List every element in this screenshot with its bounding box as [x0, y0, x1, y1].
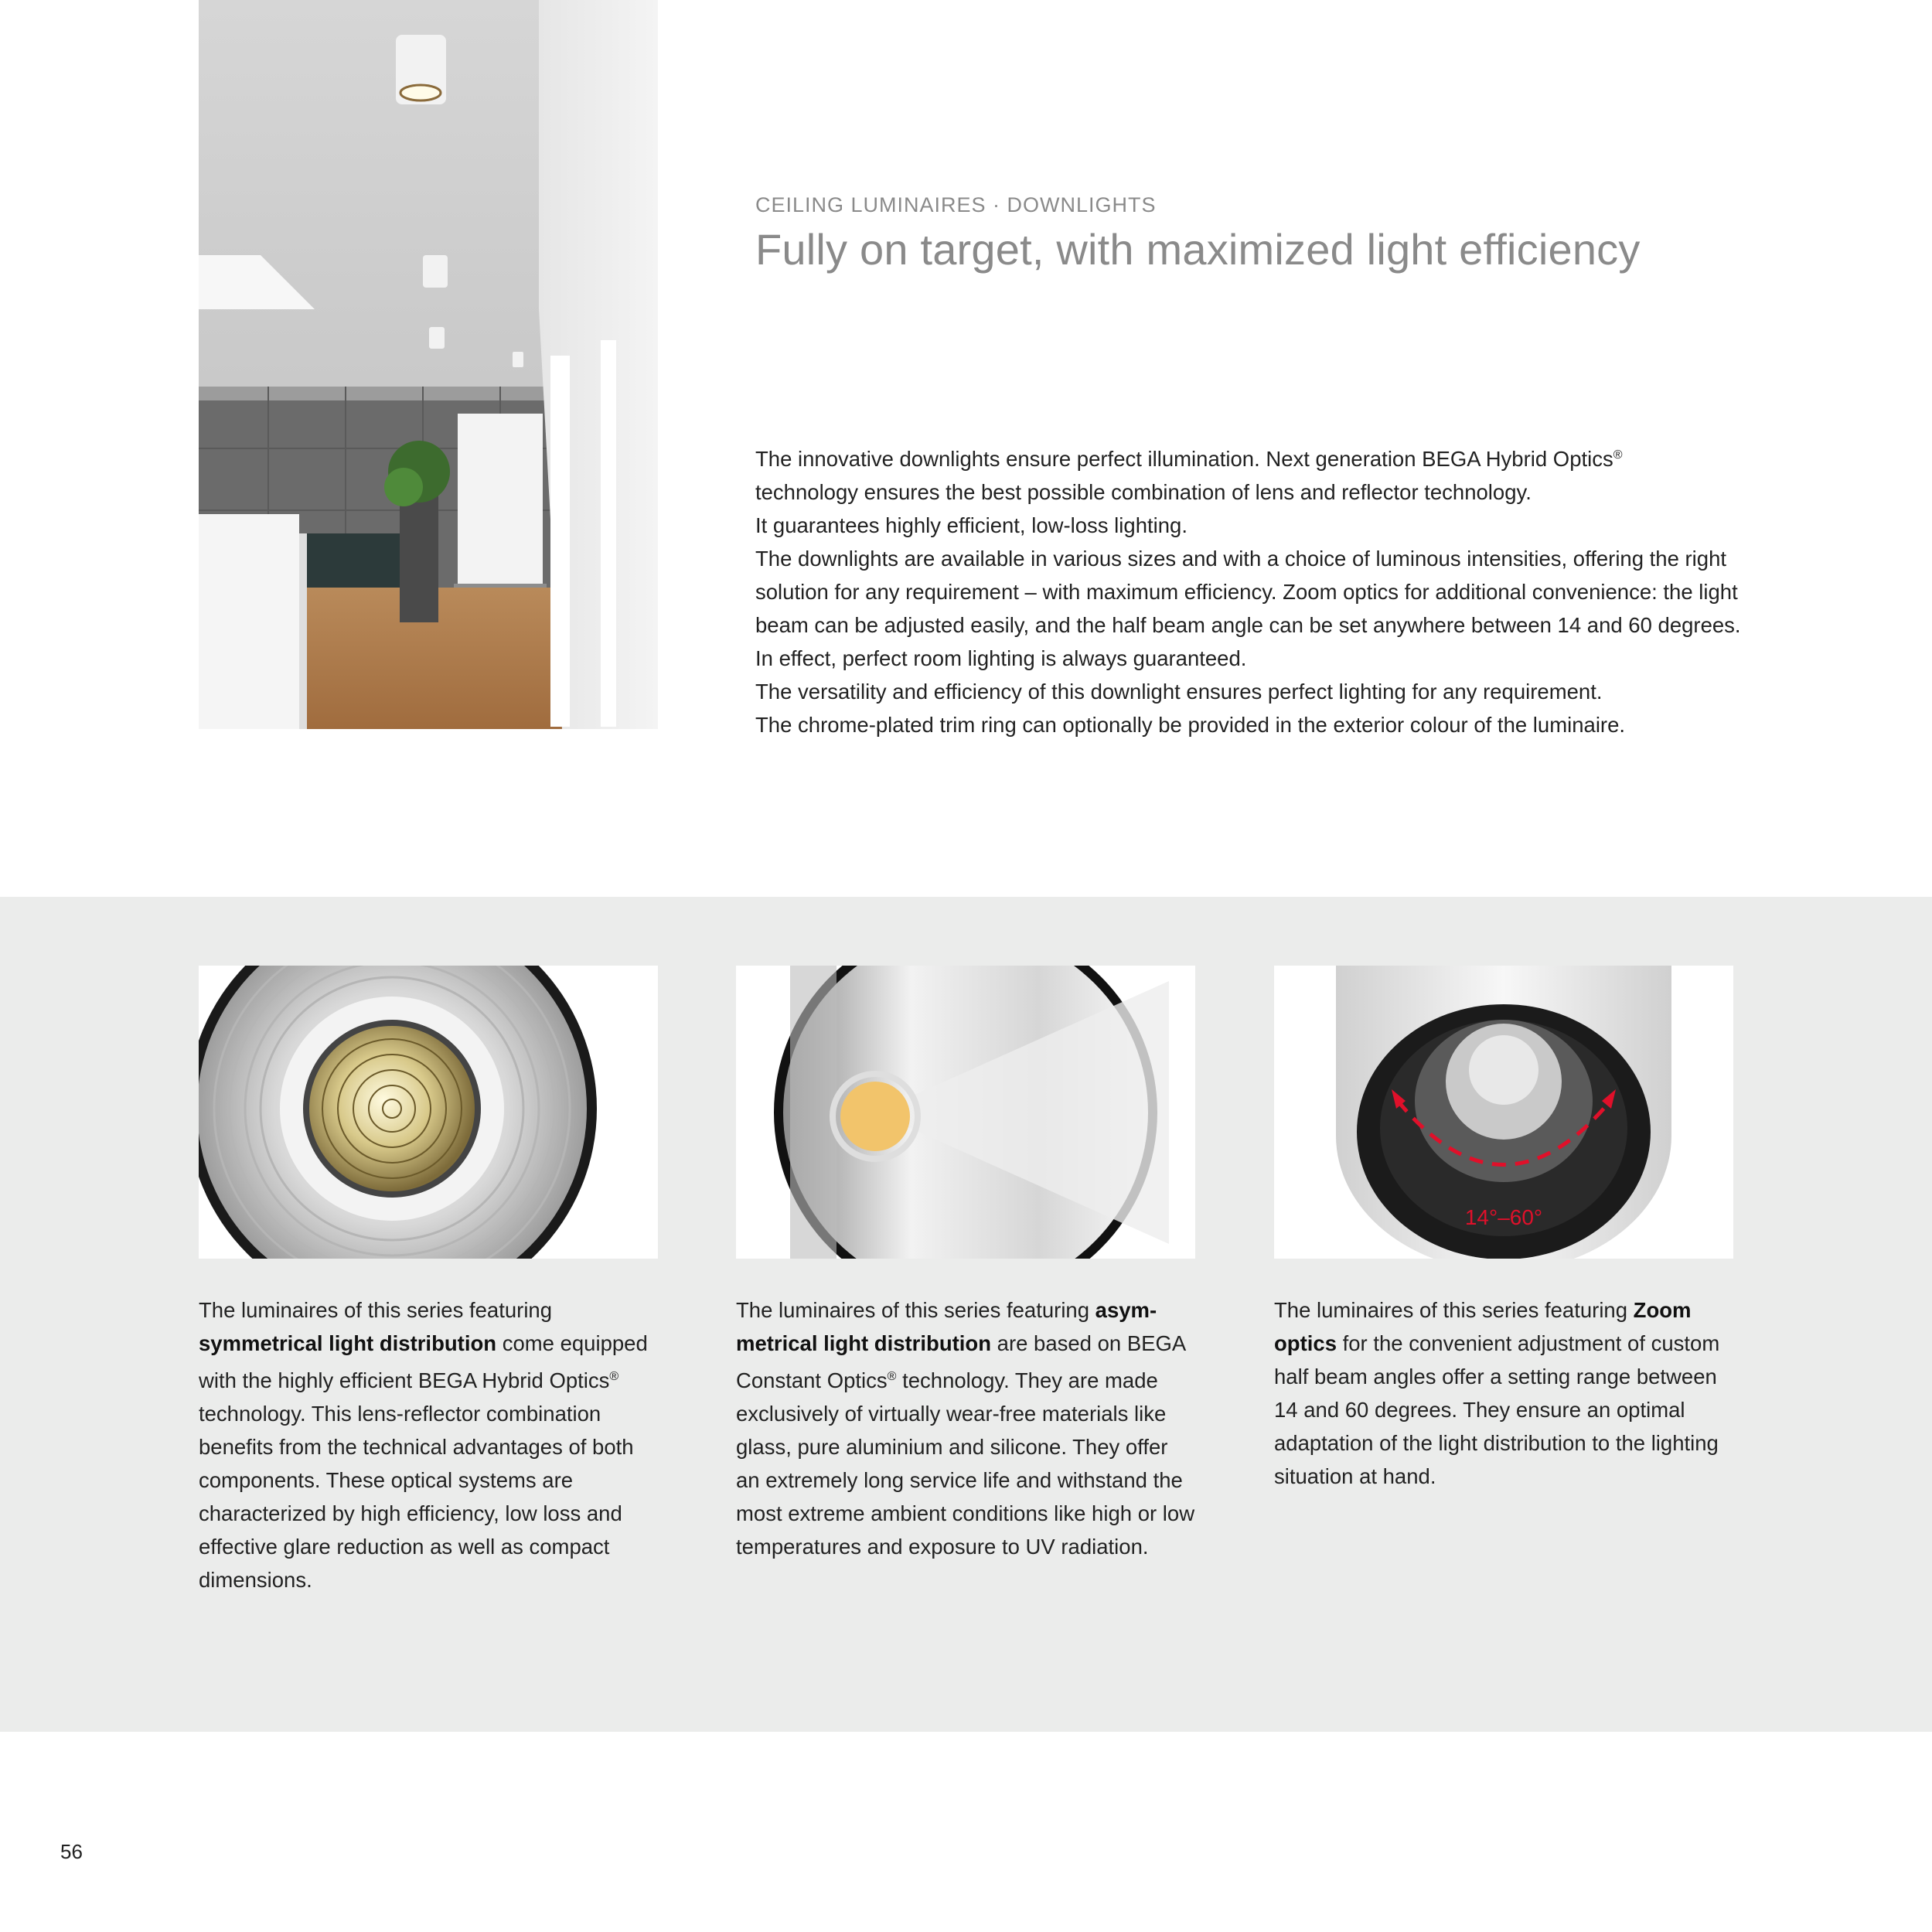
- intro-line: The downlights are available in various sizes and with a choice of luminous intensities, offering the right solution for any requirement – with maximum efficiency. Zoom optics for additional convenience: the light beam can be adjusted easily, and the half beam angle can be set anywhere between 14 and 60 degrees. In effect, perfect room lighting is always guaranteed.: [755, 547, 1741, 671]
- section-kicker: CEILING LUMINAIRES · DOWNLIGHTS: [755, 193, 1157, 216]
- intro-line: It guarantees highly efficient, low-loss lighting.: [755, 513, 1187, 538]
- reflector-lens-illustration: [199, 966, 658, 1259]
- feature-description: The luminaires of this series featuring symmetrical light distribution come equipped with the highly efficient BEGA Hybrid Optics® technology. This lens-reflector combination benefits from the technical advantages of both components. These optical systems are characterized by high efficiency, low loss and effective glare reduction as well as compact dimensions.: [199, 1298, 648, 1593]
- zoom-downlight-illustration: [1274, 966, 1733, 1259]
- intro-line: technology ensures the best possible combination of lens and reflector technology.: [755, 480, 1532, 505]
- hero-photo-corridor: [199, 0, 658, 729]
- feature-symmetrical: [199, 966, 658, 1596]
- intro-text: [755, 438, 1760, 741]
- feature-description: The luminaires of this series featuring Zoom optics for the convenient adjustment of custom half beam angles offer a setting range between 14 and 60 degrees. They ensure an optimal adaptation of the light distribution to the lighting situation at hand.: [1274, 1298, 1720, 1488]
- feature-zoom-optics: [1274, 966, 1733, 1493]
- page-title: Fully on target, with maximized light efficiency: [755, 225, 1641, 274]
- zoom-optic-photo: [1274, 966, 1733, 1259]
- zoom-angle-label: 14°–60°: [1464, 1205, 1543, 1229]
- intro-line: The versatility and efficiency of this downlight ensures perfect lighting for any requirement.: [755, 680, 1603, 704]
- reflector-led-illustration: [736, 966, 1195, 1259]
- corridor-illustration: [199, 0, 658, 729]
- intro-line: The chrome-plated trim ring can optionally be provided in the exterior colour of the luminaire.: [755, 713, 1626, 738]
- asymmetrical-optic-photo: [736, 966, 1195, 1259]
- symmetrical-optic-photo: [199, 966, 658, 1259]
- feature-asymmetrical: [736, 966, 1195, 1563]
- intro-line: The innovative downlights ensure perfect illumination. Next generation BEGA Hybrid Optics®: [755, 447, 1623, 472]
- feature-description: The luminaires of this series featuring asymmetrical light distribution are based on BEGA Constant Optics® technology. They are made exclusively of virtually wear-free materials like glass, pure aluminium and silicone. They offer an extremely long service life and withstand the most extreme ambient conditions like high or low temperatures and exposure to UV radiation.: [736, 1298, 1195, 1559]
- page-number: 56: [60, 1840, 83, 1863]
